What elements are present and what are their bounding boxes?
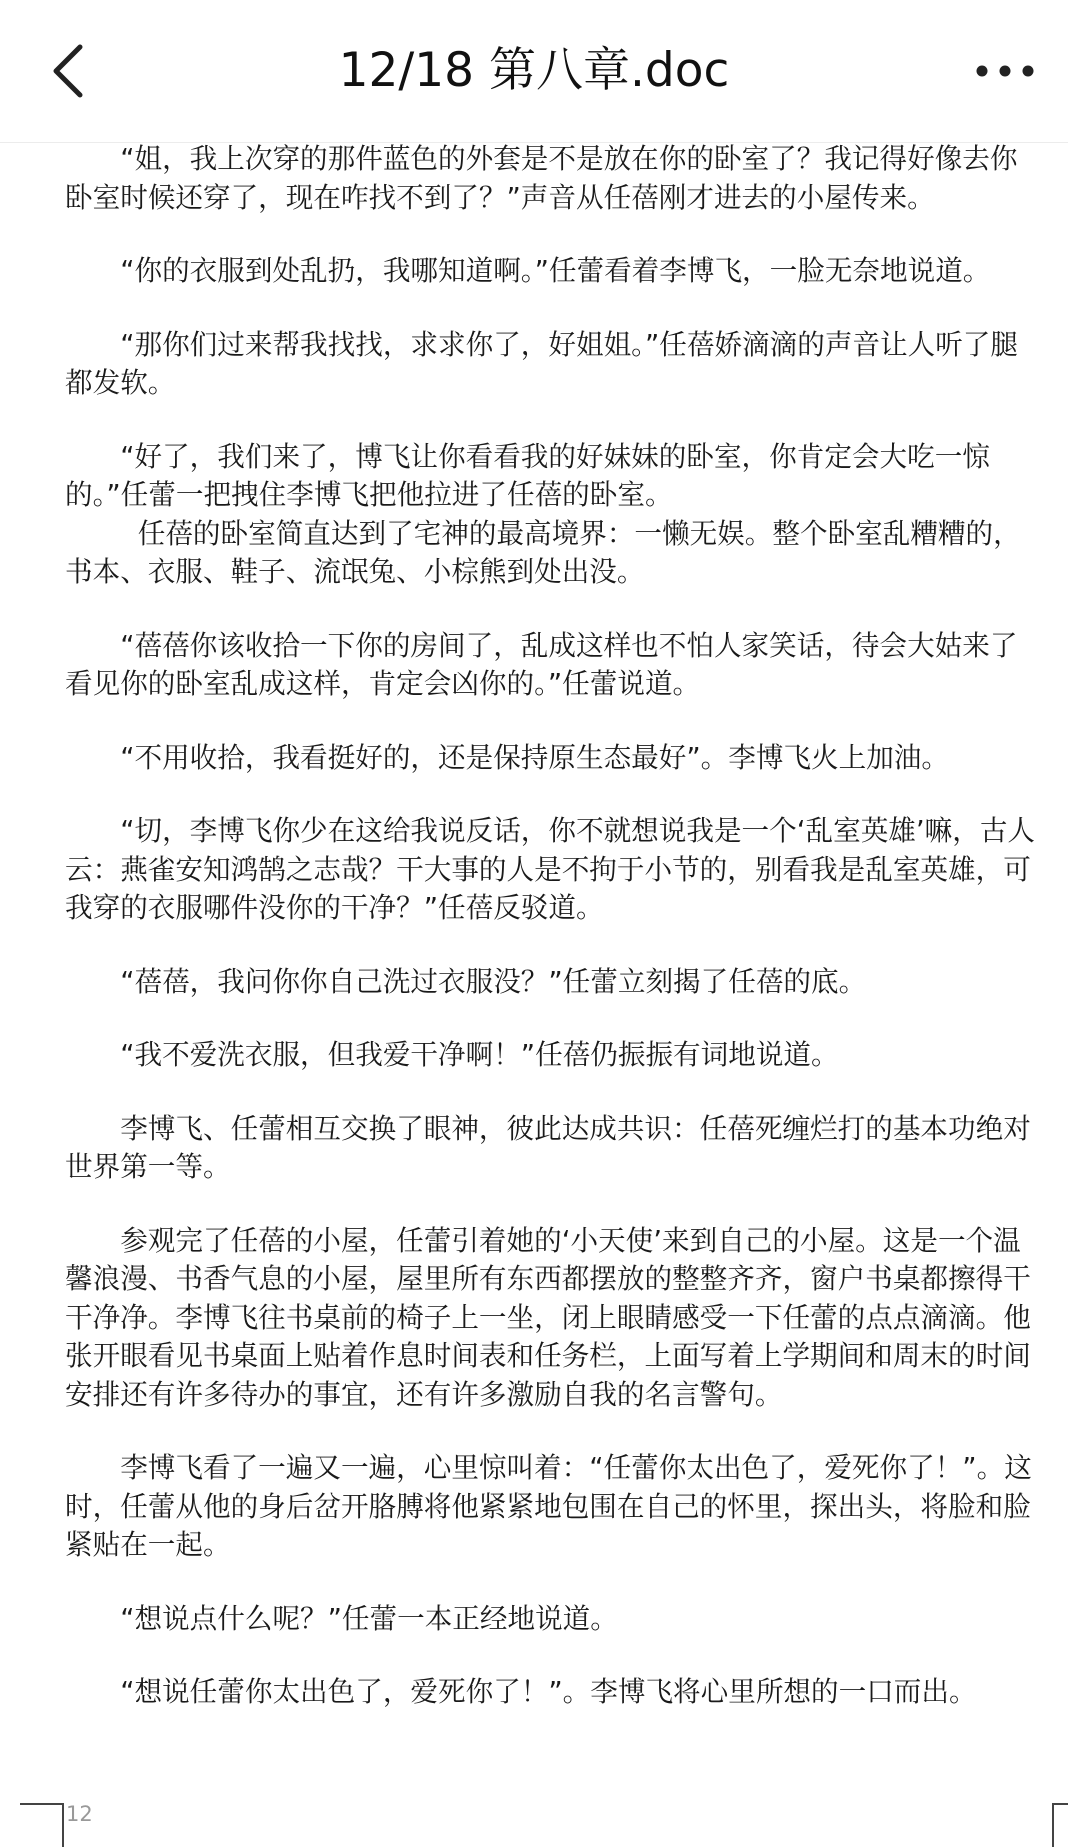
paragraph: 参观完了任蓓的小屋，任蕾引着她的‘小天使’来到自己的小屋。这是一个温馨浪漫、书香气息的小屋，屋里所有东西都摆放的整整齐齐，窗户书桌都擦得干干净净。李博飞往书桌前的椅子上一坐，闭上眼睛感受一下任蕾的点点滴滴。他张开眼看见书桌面上贴着作息时间表和任务栏，上面写着上学期间和周末的时间安排还有许多待办的事宜，还有许多激励自我的名言警句。 (65, 1223, 1031, 1411)
paragraph: “我不爱洗衣服，但我爱干净啊！”任蓓仍振振有词地说道。 (120, 1038, 839, 1071)
paragraph: 任蓓的卧室简直达到了宅神的最高境界：一懒无娱。整个卧室乱糟糟的，书本、衣服、鞋子、流氓兔、小棕熊到处出没。 (65, 516, 1021, 588)
paragraph: “想说任蕾你太出色了，爱死你了！”。李博飞将心里所想的一口而出。 (120, 1675, 977, 1708)
paragraph: “姐，我上次穿的那件蓝色的外套是不是放在你的卧室了？我记得好像去你卧室时候还穿了，现在咋找不到了？”声音从任蓓刚才进去的小屋传来。 (65, 142, 1018, 214)
more-dots-icon (975, 64, 1035, 78)
paragraph: “蓓蓓你该收拾一下你的房间了，乱成这样也不怕人家笑话，待会大姑来了看见你的卧室乱成这样，肯定会凶你的。”任蕾说道。 (65, 628, 1018, 700)
paragraph: 李博飞看了一遍又一遍，心里惊叫着：“任蕾你太出色了，爱死你了！”。这时，任蕾从他的身后岔开胳膊将他紧紧地包围在自己的怀里，探出头，将脸和脸紧贴在一起。 (65, 1451, 1032, 1561)
top-navigation-bar (0, 0, 1068, 143)
more-options-button[interactable] (968, 48, 1042, 94)
paragraph: “想说点什么呢？”任蕾一本正经地说道。 (120, 1601, 618, 1635)
page-corner-mark-left (20, 1803, 64, 1847)
paragraph: “切，李博飞你少在这给我说反话，你不就想说我是一个‘乱室英雄’嘛，古人云：燕雀安知鸿鹄之志哉？干大事的人是不拘于小节的，别看我是乱室英雄，可我穿的衣服哪件没你的干净？”任蓓反驳道。 (65, 814, 1036, 924)
paragraph: “蓓蓓，我问你你自己洗过衣服没？”任蕾立刻揭了任蓓的底。 (120, 964, 867, 998)
paragraph: “你的衣服到处乱扔，我哪知道啊。”任蕾看着李博飞，一脸无奈地说道。 (120, 254, 991, 287)
paragraph: “不用收拾，我看挺好的，还是保持原生态最好”。李博飞火上加油。 (120, 740, 950, 774)
paragraph: “那你们过来帮我找找，求求你了，好姐姐。”任蓓娇滴滴的声音让人听了腿都发软。 (65, 327, 1018, 399)
page-number: 12 (66, 1802, 93, 1826)
document-title: 12/18 第八章.doc (338, 43, 730, 98)
page-corner-mark-right (1052, 1803, 1068, 1847)
paragraph: 李博飞、任蕾相互交换了眼神，彼此达成共识：任蓓死缠烂打的基本功绝对世界第一等。 (65, 1111, 1031, 1183)
paragraph: “好了，我们来了，博飞让你看看我的好妹妹的卧室，你肯定会大吃一惊的。”任蕾一把拽住李博飞把他拉进了任蓓的卧室。 (65, 439, 990, 511)
document-body[interactable] (65, 140, 1039, 1712)
